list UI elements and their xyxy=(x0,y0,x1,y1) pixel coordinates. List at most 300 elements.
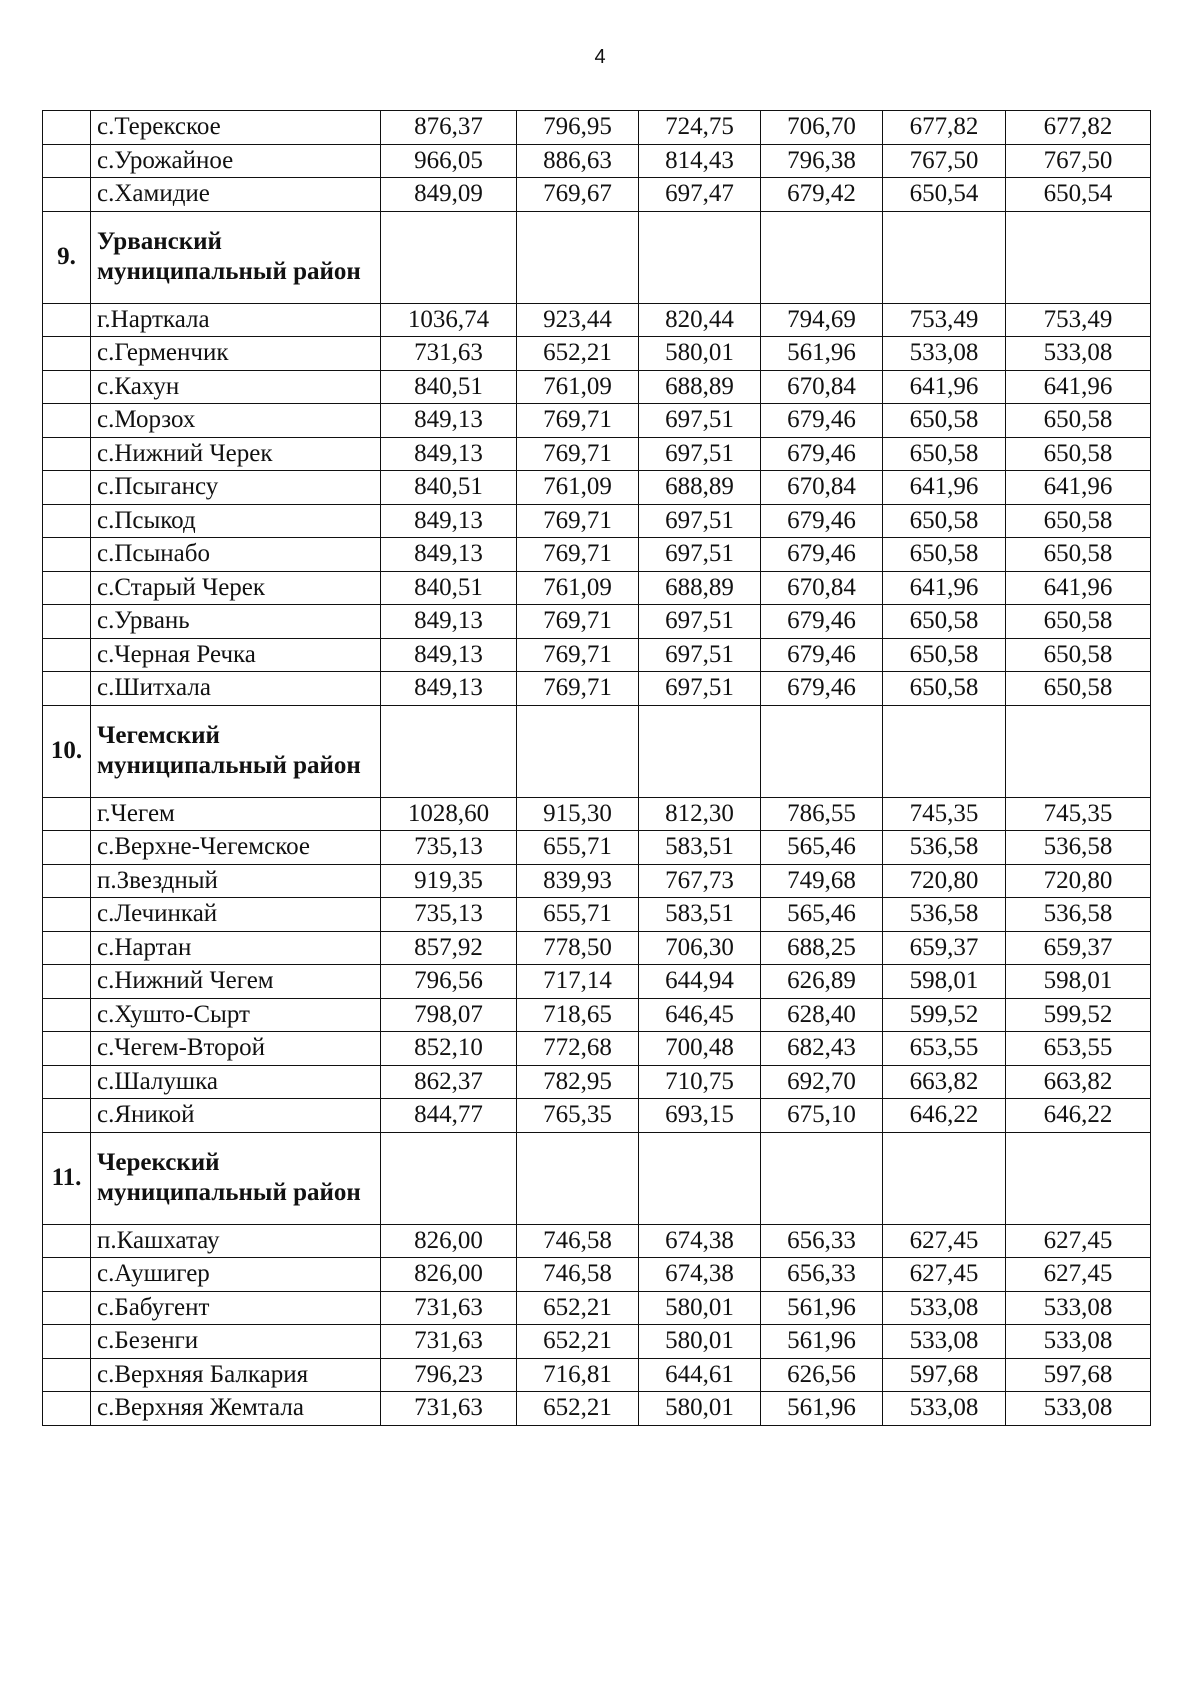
settlement-name: п.Звездный xyxy=(91,864,381,898)
value-cell: 533,08 xyxy=(1006,337,1151,371)
value-cell: 580,01 xyxy=(639,1325,761,1359)
value-cell: 561,96 xyxy=(761,337,883,371)
settlement-name: с.Терекское xyxy=(91,111,381,145)
table-row xyxy=(43,571,1151,605)
value-cell: 650,54 xyxy=(1006,178,1151,212)
value-cell: 862,37 xyxy=(381,1065,517,1099)
value-cell: 536,58 xyxy=(883,831,1006,865)
table-row xyxy=(43,178,1151,212)
value-cell: 796,56 xyxy=(381,965,517,999)
value-cell: 857,92 xyxy=(381,931,517,965)
value-cell: 697,51 xyxy=(639,638,761,672)
value-cell: 599,52 xyxy=(1006,998,1151,1032)
value-cell: 565,46 xyxy=(761,831,883,865)
value-cell: 533,08 xyxy=(1006,1392,1151,1426)
value-cell: 536,58 xyxy=(883,898,1006,932)
value-cell: 580,01 xyxy=(639,337,761,371)
value-cell: 915,30 xyxy=(517,797,639,831)
row-number-cell xyxy=(43,1325,91,1359)
value-cell: 679,46 xyxy=(761,437,883,471)
value-cell: 796,23 xyxy=(381,1358,517,1392)
value-cell: 724,75 xyxy=(639,111,761,145)
table-row xyxy=(43,965,1151,999)
value-cell: 753,49 xyxy=(1006,303,1151,337)
value-cell: 767,50 xyxy=(1006,144,1151,178)
value-cell: 697,51 xyxy=(639,504,761,538)
value-cell: 650,58 xyxy=(883,504,1006,538)
value-cell: 597,68 xyxy=(883,1358,1006,1392)
value-cell: 626,56 xyxy=(761,1358,883,1392)
value-cell: 652,21 xyxy=(517,1392,639,1426)
value-cell: 697,51 xyxy=(639,437,761,471)
table-row xyxy=(43,437,1151,471)
value-cell: 1036,74 xyxy=(381,303,517,337)
value-cell: 769,67 xyxy=(517,178,639,212)
section-title xyxy=(91,705,381,797)
value-cell: 710,75 xyxy=(639,1065,761,1099)
value-cell: 652,21 xyxy=(517,337,639,371)
value-cell: 641,96 xyxy=(1006,370,1151,404)
value-cell: 682,43 xyxy=(761,1032,883,1066)
value-cell: 679,46 xyxy=(761,538,883,572)
row-number-cell xyxy=(43,1032,91,1066)
value-cell: 653,55 xyxy=(1006,1032,1151,1066)
section-title-line1: Черекский xyxy=(97,1149,220,1176)
settlement-name: г.Чегем xyxy=(91,797,381,831)
value-cell: 697,47 xyxy=(639,178,761,212)
value-cell: 650,58 xyxy=(1006,404,1151,438)
value-cell: 849,13 xyxy=(381,672,517,706)
value-cell: 919,35 xyxy=(381,864,517,898)
value-cell: 536,58 xyxy=(1006,898,1151,932)
value-cell: 769,71 xyxy=(517,437,639,471)
table-row xyxy=(43,471,1151,505)
empty-cell xyxy=(761,705,883,797)
settlement-name: с.Старый Черек xyxy=(91,571,381,605)
value-cell: 670,84 xyxy=(761,571,883,605)
settlement-name: с.Хамидие xyxy=(91,178,381,212)
settlement-name: с.Псынабо xyxy=(91,538,381,572)
value-cell: 663,82 xyxy=(883,1065,1006,1099)
table-row xyxy=(43,337,1151,371)
section-title-line2: муниципальный район xyxy=(97,1179,361,1206)
row-number-cell xyxy=(43,1291,91,1325)
row-number-cell xyxy=(43,1358,91,1392)
value-cell: 761,09 xyxy=(517,471,639,505)
value-cell: 670,84 xyxy=(761,471,883,505)
value-cell: 650,58 xyxy=(883,672,1006,706)
value-cell: 688,89 xyxy=(639,370,761,404)
value-cell: 650,58 xyxy=(883,404,1006,438)
value-cell: 650,58 xyxy=(1006,504,1151,538)
empty-cell xyxy=(517,705,639,797)
value-cell: 765,35 xyxy=(517,1099,639,1133)
value-cell: 746,58 xyxy=(517,1258,639,1292)
value-cell: 533,08 xyxy=(883,337,1006,371)
value-cell: 533,08 xyxy=(883,1291,1006,1325)
value-cell: 675,10 xyxy=(761,1099,883,1133)
empty-cell xyxy=(1006,705,1151,797)
value-cell: 650,58 xyxy=(1006,538,1151,572)
value-cell: 706,70 xyxy=(761,111,883,145)
table-row xyxy=(43,672,1151,706)
settlement-name: с.Урожайное xyxy=(91,144,381,178)
value-cell: 745,35 xyxy=(1006,797,1151,831)
row-number-cell xyxy=(43,178,91,212)
value-cell: 731,63 xyxy=(381,1291,517,1325)
table-row xyxy=(43,404,1151,438)
value-cell: 716,81 xyxy=(517,1358,639,1392)
value-cell: 772,68 xyxy=(517,1032,639,1066)
table-row xyxy=(43,797,1151,831)
section-number: 11. xyxy=(43,1132,91,1224)
value-cell: 650,58 xyxy=(1006,672,1151,706)
empty-cell xyxy=(761,211,883,303)
value-cell: 679,42 xyxy=(761,178,883,212)
settlement-name: с.Верхняя Балкария xyxy=(91,1358,381,1392)
value-cell: 646,22 xyxy=(1006,1099,1151,1133)
settlement-name: с.Кахун xyxy=(91,370,381,404)
value-cell: 650,58 xyxy=(883,605,1006,639)
row-number-cell xyxy=(43,965,91,999)
value-cell: 697,51 xyxy=(639,404,761,438)
value-cell: 1028,60 xyxy=(381,797,517,831)
value-cell: 844,77 xyxy=(381,1099,517,1133)
table-row xyxy=(43,538,1151,572)
value-cell: 798,07 xyxy=(381,998,517,1032)
value-cell: 656,33 xyxy=(761,1258,883,1292)
table-row xyxy=(43,864,1151,898)
value-cell: 688,89 xyxy=(639,471,761,505)
value-cell: 628,40 xyxy=(761,998,883,1032)
section-title-line1: Урванский xyxy=(97,228,222,255)
value-cell: 561,96 xyxy=(761,1392,883,1426)
section-header-row xyxy=(43,211,1151,303)
value-cell: 849,13 xyxy=(381,605,517,639)
row-number-cell xyxy=(43,571,91,605)
value-cell: 826,00 xyxy=(381,1224,517,1258)
empty-cell xyxy=(639,1132,761,1224)
section-title-line2: муниципальный район xyxy=(97,752,361,779)
value-cell: 641,96 xyxy=(1006,471,1151,505)
value-cell: 849,13 xyxy=(381,437,517,471)
value-cell: 627,45 xyxy=(883,1224,1006,1258)
value-cell: 533,08 xyxy=(1006,1291,1151,1325)
row-number-cell xyxy=(43,538,91,572)
value-cell: 533,08 xyxy=(883,1325,1006,1359)
empty-cell xyxy=(883,705,1006,797)
value-cell: 693,15 xyxy=(639,1099,761,1133)
table-body xyxy=(43,111,1151,1426)
row-number-cell xyxy=(43,111,91,145)
value-cell: 583,51 xyxy=(639,831,761,865)
table-row xyxy=(43,1358,1151,1392)
table-row xyxy=(43,1258,1151,1292)
value-cell: 769,71 xyxy=(517,638,639,672)
settlement-name: с.Верхняя Жемтала xyxy=(91,1392,381,1426)
empty-cell xyxy=(639,211,761,303)
value-cell: 533,08 xyxy=(883,1392,1006,1426)
value-cell: 923,44 xyxy=(517,303,639,337)
table-row xyxy=(43,111,1151,145)
value-cell: 840,51 xyxy=(381,471,517,505)
value-cell: 746,58 xyxy=(517,1224,639,1258)
value-cell: 849,13 xyxy=(381,538,517,572)
empty-cell xyxy=(1006,211,1151,303)
section-title xyxy=(91,211,381,303)
table-row xyxy=(43,1224,1151,1258)
row-number-cell xyxy=(43,1065,91,1099)
table-row xyxy=(43,831,1151,865)
value-cell: 849,13 xyxy=(381,638,517,672)
value-cell: 700,48 xyxy=(639,1032,761,1066)
row-number-cell xyxy=(43,605,91,639)
page-number: 4 xyxy=(594,46,606,68)
settlement-name: с.Нижний Черек xyxy=(91,437,381,471)
value-cell: 659,37 xyxy=(1006,931,1151,965)
value-cell: 745,35 xyxy=(883,797,1006,831)
table-row xyxy=(43,504,1151,538)
settlement-name: с.Нижний Чегем xyxy=(91,965,381,999)
value-cell: 731,63 xyxy=(381,337,517,371)
value-cell: 670,84 xyxy=(761,370,883,404)
settlement-name: с.Герменчик xyxy=(91,337,381,371)
value-cell: 840,51 xyxy=(381,571,517,605)
value-cell: 697,51 xyxy=(639,672,761,706)
value-cell: 769,71 xyxy=(517,504,639,538)
row-number-cell xyxy=(43,1099,91,1133)
section-header-row xyxy=(43,1132,1151,1224)
value-cell: 769,71 xyxy=(517,404,639,438)
empty-cell xyxy=(381,211,517,303)
value-cell: 655,71 xyxy=(517,831,639,865)
empty-cell xyxy=(639,705,761,797)
table-row xyxy=(43,144,1151,178)
empty-cell xyxy=(517,211,639,303)
value-cell: 849,13 xyxy=(381,404,517,438)
row-number-cell xyxy=(43,303,91,337)
value-cell: 650,58 xyxy=(883,437,1006,471)
row-number-cell xyxy=(43,504,91,538)
row-number-cell xyxy=(43,672,91,706)
row-number-cell xyxy=(43,437,91,471)
value-cell: 753,49 xyxy=(883,303,1006,337)
value-cell: 644,61 xyxy=(639,1358,761,1392)
settlement-name: п.Кашхатау xyxy=(91,1224,381,1258)
value-cell: 652,21 xyxy=(517,1325,639,1359)
table-row xyxy=(43,1065,1151,1099)
value-cell: 650,54 xyxy=(883,178,1006,212)
empty-cell xyxy=(883,211,1006,303)
row-number-cell xyxy=(43,144,91,178)
table-row xyxy=(43,1325,1151,1359)
section-header-row xyxy=(43,705,1151,797)
table-row xyxy=(43,638,1151,672)
empty-cell xyxy=(761,1132,883,1224)
value-cell: 644,94 xyxy=(639,965,761,999)
row-number-cell xyxy=(43,1224,91,1258)
row-number-cell xyxy=(43,370,91,404)
value-cell: 796,95 xyxy=(517,111,639,145)
value-cell: 735,13 xyxy=(381,831,517,865)
value-cell: 674,38 xyxy=(639,1224,761,1258)
value-cell: 794,69 xyxy=(761,303,883,337)
value-cell: 849,09 xyxy=(381,178,517,212)
settlement-name: с.Бабугент xyxy=(91,1291,381,1325)
value-cell: 646,22 xyxy=(883,1099,1006,1133)
value-cell: 679,46 xyxy=(761,638,883,672)
settlement-name: с.Чегем-Второй xyxy=(91,1032,381,1066)
row-number-cell xyxy=(43,797,91,831)
table-row xyxy=(43,303,1151,337)
table-row xyxy=(43,998,1151,1032)
value-cell: 706,30 xyxy=(639,931,761,965)
value-cell: 839,93 xyxy=(517,864,639,898)
value-cell: 561,96 xyxy=(761,1291,883,1325)
value-cell: 720,80 xyxy=(1006,864,1151,898)
settlement-name: с.Нартан xyxy=(91,931,381,965)
value-cell: 659,37 xyxy=(883,931,1006,965)
section-number: 9. xyxy=(43,211,91,303)
value-cell: 641,96 xyxy=(883,471,1006,505)
settlement-name: г.Нарткала xyxy=(91,303,381,337)
value-cell: 767,50 xyxy=(883,144,1006,178)
section-title-line2: муниципальный район xyxy=(97,258,361,285)
table-row xyxy=(43,1291,1151,1325)
value-cell: 583,51 xyxy=(639,898,761,932)
value-cell: 761,09 xyxy=(517,370,639,404)
value-cell: 663,82 xyxy=(1006,1065,1151,1099)
value-cell: 627,45 xyxy=(883,1258,1006,1292)
row-number-cell xyxy=(43,931,91,965)
settlement-name: с.Урвань xyxy=(91,605,381,639)
empty-cell xyxy=(381,705,517,797)
value-cell: 679,46 xyxy=(761,404,883,438)
value-cell: 876,37 xyxy=(381,111,517,145)
value-cell: 626,89 xyxy=(761,965,883,999)
value-cell: 688,25 xyxy=(761,931,883,965)
empty-cell xyxy=(517,1132,639,1224)
settlement-name: с.Хушто-Сырт xyxy=(91,998,381,1032)
value-cell: 731,63 xyxy=(381,1392,517,1426)
value-cell: 580,01 xyxy=(639,1392,761,1426)
value-cell: 796,38 xyxy=(761,144,883,178)
value-cell: 599,52 xyxy=(883,998,1006,1032)
value-cell: 966,05 xyxy=(381,144,517,178)
row-number-cell xyxy=(43,337,91,371)
value-cell: 692,70 xyxy=(761,1065,883,1099)
value-cell: 849,13 xyxy=(381,504,517,538)
settlement-name: с.Шалушка xyxy=(91,1065,381,1099)
value-cell: 597,68 xyxy=(1006,1358,1151,1392)
value-cell: 761,09 xyxy=(517,571,639,605)
row-number-cell xyxy=(43,1258,91,1292)
value-cell: 769,71 xyxy=(517,605,639,639)
value-cell: 650,58 xyxy=(883,538,1006,572)
value-cell: 826,00 xyxy=(381,1258,517,1292)
value-cell: 655,71 xyxy=(517,898,639,932)
value-cell: 840,51 xyxy=(381,370,517,404)
value-cell: 731,63 xyxy=(381,1325,517,1359)
value-cell: 533,08 xyxy=(1006,1325,1151,1359)
value-cell: 820,44 xyxy=(639,303,761,337)
empty-cell xyxy=(1006,1132,1151,1224)
row-number-cell xyxy=(43,998,91,1032)
value-cell: 814,43 xyxy=(639,144,761,178)
settlement-name: с.Яникой xyxy=(91,1099,381,1133)
value-cell: 679,46 xyxy=(761,504,883,538)
value-cell: 749,68 xyxy=(761,864,883,898)
value-cell: 565,46 xyxy=(761,898,883,932)
value-cell: 717,14 xyxy=(517,965,639,999)
settlement-name: с.Лечинкай xyxy=(91,898,381,932)
table-row xyxy=(43,605,1151,639)
row-number-cell xyxy=(43,404,91,438)
value-cell: 650,58 xyxy=(883,638,1006,672)
table-row xyxy=(43,898,1151,932)
value-cell: 641,96 xyxy=(883,370,1006,404)
value-cell: 852,10 xyxy=(381,1032,517,1066)
row-number-cell xyxy=(43,831,91,865)
settlement-name: с.Безенги xyxy=(91,1325,381,1359)
section-title-line1: Чегемский xyxy=(97,722,220,749)
value-cell: 679,46 xyxy=(761,605,883,639)
row-number-cell xyxy=(43,1392,91,1426)
value-cell: 688,89 xyxy=(639,571,761,605)
empty-cell xyxy=(381,1132,517,1224)
value-cell: 697,51 xyxy=(639,538,761,572)
row-number-cell xyxy=(43,864,91,898)
value-cell: 674,38 xyxy=(639,1258,761,1292)
value-cell: 598,01 xyxy=(1006,965,1151,999)
value-cell: 782,95 xyxy=(517,1065,639,1099)
value-cell: 641,96 xyxy=(1006,571,1151,605)
value-cell: 786,55 xyxy=(761,797,883,831)
value-cell: 769,71 xyxy=(517,672,639,706)
value-cell: 627,45 xyxy=(1006,1224,1151,1258)
value-cell: 650,58 xyxy=(1006,605,1151,639)
value-cell: 650,58 xyxy=(1006,437,1151,471)
value-cell: 718,65 xyxy=(517,998,639,1032)
table-row xyxy=(43,1032,1151,1066)
tariff-table xyxy=(42,110,1151,1426)
table-row xyxy=(43,370,1151,404)
value-cell: 580,01 xyxy=(639,1291,761,1325)
value-cell: 646,45 xyxy=(639,998,761,1032)
value-cell: 767,73 xyxy=(639,864,761,898)
value-cell: 653,55 xyxy=(883,1032,1006,1066)
value-cell: 720,80 xyxy=(883,864,1006,898)
value-cell: 735,13 xyxy=(381,898,517,932)
value-cell: 598,01 xyxy=(883,965,1006,999)
value-cell: 641,96 xyxy=(883,571,1006,605)
settlement-name: с.Псыкод xyxy=(91,504,381,538)
settlement-name: с.Верхне-Чегемское xyxy=(91,831,381,865)
section-number: 10. xyxy=(43,705,91,797)
value-cell: 679,46 xyxy=(761,672,883,706)
settlement-name: с.Черная Речка xyxy=(91,638,381,672)
settlement-name: с.Аушигер xyxy=(91,1258,381,1292)
row-number-cell xyxy=(43,898,91,932)
value-cell: 886,63 xyxy=(517,144,639,178)
value-cell: 561,96 xyxy=(761,1325,883,1359)
value-cell: 769,71 xyxy=(517,538,639,572)
value-cell: 697,51 xyxy=(639,605,761,639)
table-row xyxy=(43,931,1151,965)
value-cell: 627,45 xyxy=(1006,1258,1151,1292)
value-cell: 677,82 xyxy=(1006,111,1151,145)
value-cell: 677,82 xyxy=(883,111,1006,145)
